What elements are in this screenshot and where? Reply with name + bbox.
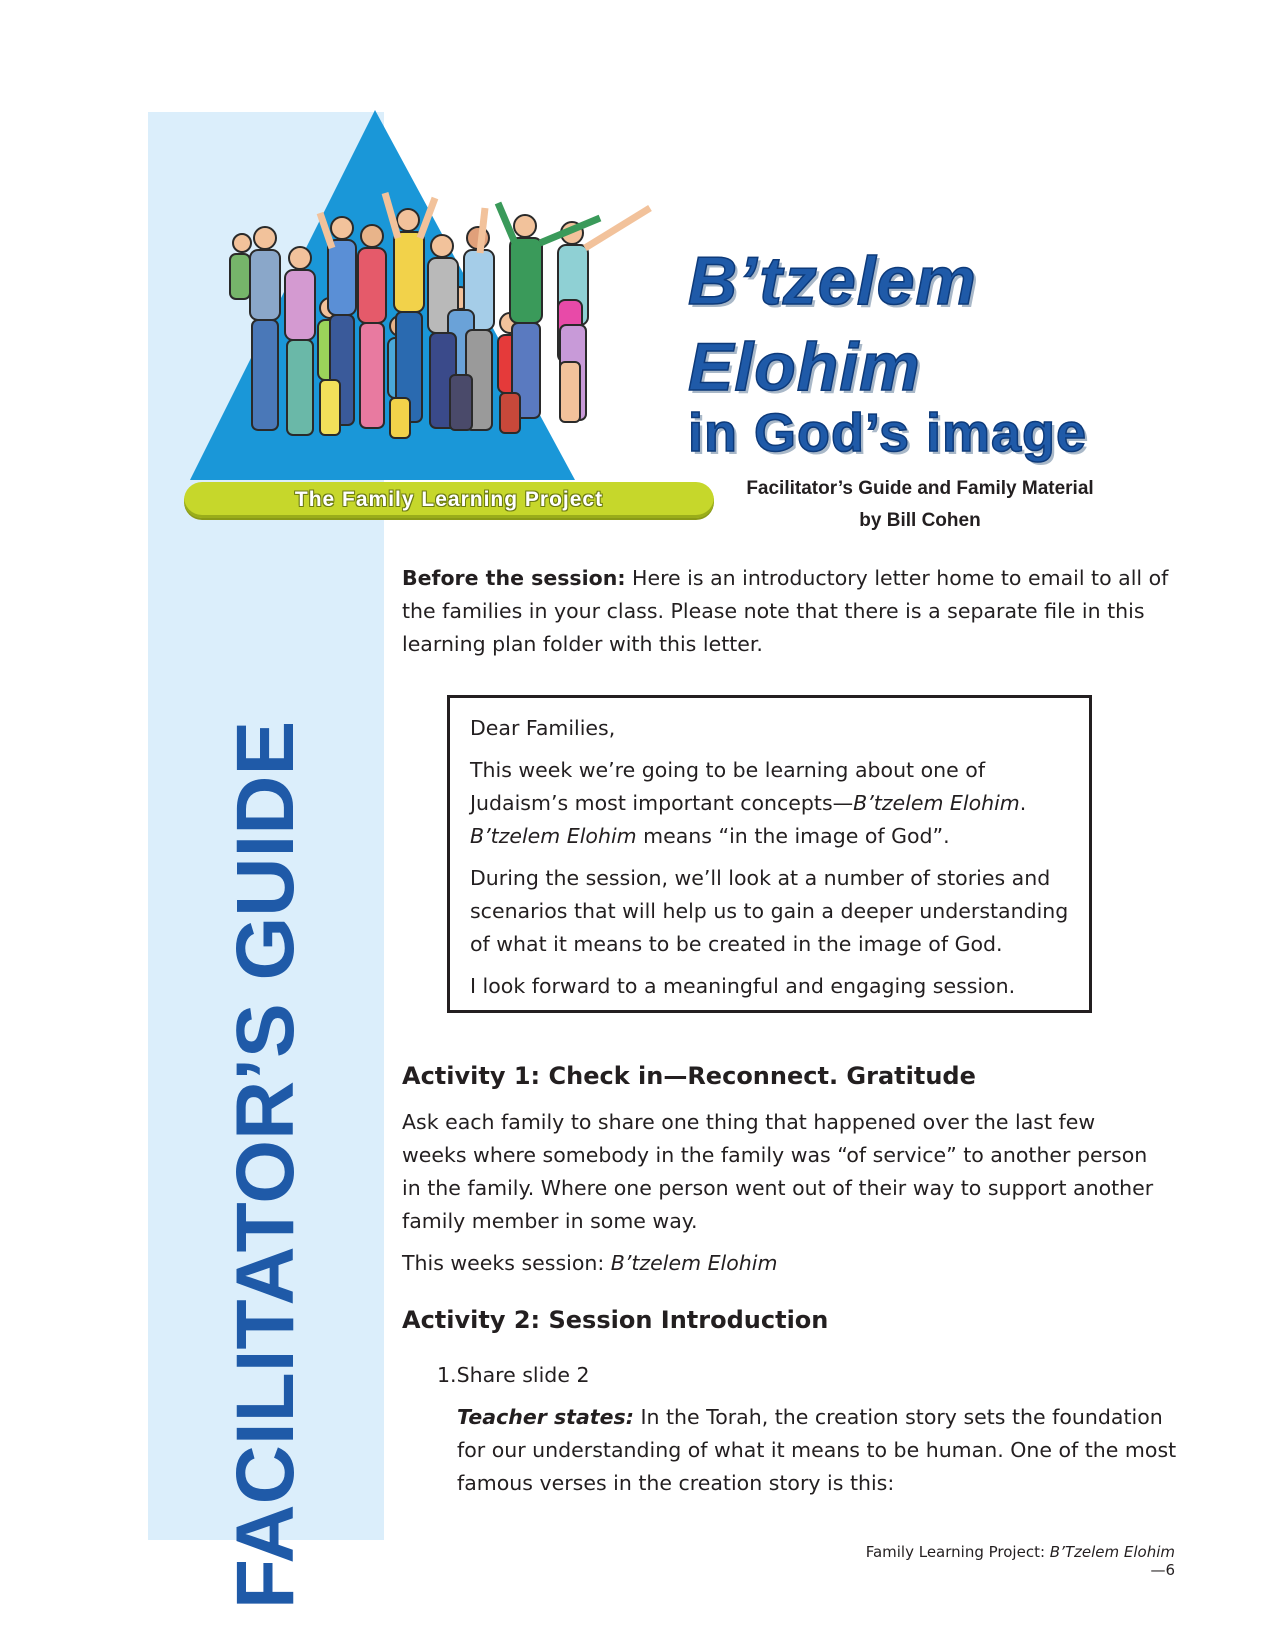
family-illustration-icon xyxy=(230,193,650,438)
page-number: —6 xyxy=(1150,1561,1175,1579)
activity-1-text: Ask each family to share one thing that happened over the last few weeks where somebody in the family was “of service” to another person in the family. Where one person went out of their way to support another family member in some way. xyxy=(402,1110,1154,1233)
letter-text: . xyxy=(1019,791,1027,815)
teacher-text: In the Torah, the creation story sets the foundation for our understanding of what it means to be human. One of the most famous verses in the creation story is this: xyxy=(457,1405,1177,1495)
letter-emphasis: B’tzelem Elohim xyxy=(853,791,1020,815)
session-name: B’tzelem Elohim xyxy=(610,1251,778,1275)
title-line-elohim: Elohim xyxy=(688,329,921,405)
family-learning-banner xyxy=(184,482,714,518)
activity-2-heading: Activity 2: Session Introduction xyxy=(402,1306,829,1334)
letter-text: means “in the image of God”. xyxy=(636,824,950,848)
session-label: This weeks session: xyxy=(402,1251,611,1275)
intro-label: Before the session: xyxy=(402,566,626,590)
letter-greeting: Dear Families, xyxy=(470,716,616,740)
family-learning-logo xyxy=(180,108,720,528)
author-line: by Bill Cohen xyxy=(859,510,981,531)
letter-text: This week we’re going to be learning about one of Judaism’s most important concepts— xyxy=(470,758,986,815)
list-text: Share slide 2 xyxy=(456,1363,590,1387)
letter-paragraph-2: During the session, we’ll look at a number of stories and scenarios that will help us to gain a deeper understanding of what it means to be created in the image of God. xyxy=(470,866,1069,956)
intro-paragraph xyxy=(402,562,1172,661)
letter-emphasis: B’tzelem Elohim xyxy=(470,824,637,848)
subtitle xyxy=(720,473,1120,537)
activity-1-heading: Activity 1: Check in—Reconnect. Gratitude xyxy=(402,1062,976,1090)
letter-box xyxy=(447,695,1092,1013)
title-line-in-gods-image: in God’s image xyxy=(688,403,1088,463)
list-item xyxy=(437,1359,590,1392)
list-number: 1. xyxy=(437,1363,457,1387)
footer-title: B’Tzelem Elohim xyxy=(1049,1543,1175,1561)
intro-text: Here is an introductory letter home to email to all of the families in your class. Please note that there is a separate file in this learning plan folder with this letter. xyxy=(402,566,1169,656)
facilitators-guide-vertical-title: FACILITATOR’S GUIDE xyxy=(220,720,311,1610)
letter-paragraph-3: I look forward to a meaningful and engaging session. xyxy=(470,974,1016,998)
title-line-btzelem: B’tzelem xyxy=(688,243,977,319)
footer-prefix: Family Learning Project: xyxy=(865,1543,1050,1561)
letter-paragraph-1 xyxy=(470,754,1071,853)
page-footer xyxy=(860,1543,1175,1579)
subtitle-line: Facilitator’s Guide and Family Material xyxy=(746,478,1094,499)
session-line xyxy=(402,1247,1162,1280)
teacher-label: Teacher states: xyxy=(457,1405,634,1429)
teacher-states-paragraph xyxy=(457,1401,1177,1500)
banner-text: The Family Learning Project xyxy=(294,488,604,511)
